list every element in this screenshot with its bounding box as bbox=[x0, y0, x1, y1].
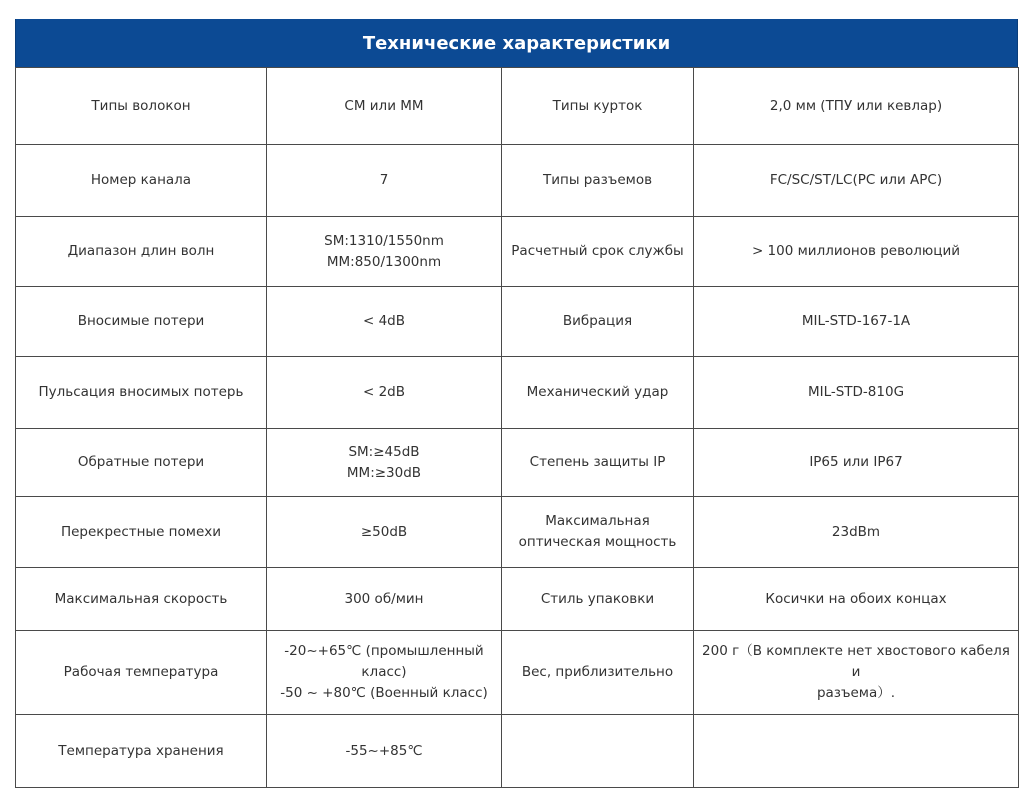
param-name-cell bbox=[502, 497, 694, 568]
param-name-cell bbox=[502, 715, 694, 788]
param-value-cell bbox=[694, 68, 1019, 145]
param-value-cell bbox=[267, 715, 502, 788]
cell-text: Стиль упаковки bbox=[540, 590, 655, 607]
param-value-cell bbox=[694, 568, 1019, 631]
param-value-cell bbox=[694, 217, 1019, 287]
param-value-cell bbox=[694, 145, 1019, 217]
cell-text: класс) bbox=[361, 664, 407, 680]
cell-text: > 100 миллионов революций bbox=[751, 243, 961, 259]
cell-text: 2,0 мм (ТПУ или кевлар) bbox=[769, 97, 943, 114]
param-value-cell bbox=[694, 429, 1019, 497]
cell-text: MM:850/1300nm bbox=[326, 253, 442, 270]
param-name-cell bbox=[502, 68, 694, 145]
table-row bbox=[16, 715, 1019, 788]
param-value-cell bbox=[694, 357, 1019, 429]
cell-text: -50 ~ +80℃ (Военный класс) bbox=[280, 685, 488, 701]
param-value-cell bbox=[694, 715, 1019, 788]
cell-text: Рабочая температура bbox=[63, 664, 219, 680]
param-name-cell bbox=[502, 429, 694, 497]
param-name-cell bbox=[502, 287, 694, 357]
param-name-cell bbox=[16, 68, 267, 145]
cell-text: Механический удар bbox=[526, 384, 669, 400]
cell-text: 23dBm bbox=[831, 523, 881, 540]
table-row bbox=[16, 145, 1019, 217]
cell-text: IP65 или IP67 bbox=[809, 454, 903, 470]
cell-text: Максимальная скорость bbox=[54, 590, 228, 607]
cell-text: SM:≥45dB bbox=[348, 443, 420, 460]
table-row bbox=[16, 568, 1019, 631]
param-name-cell bbox=[502, 631, 694, 715]
cell-text: Вес, приблизительно bbox=[521, 664, 674, 680]
cell-text: Номер канала bbox=[90, 172, 192, 188]
param-name-cell bbox=[16, 715, 267, 788]
param-name-cell bbox=[16, 287, 267, 357]
param-value-cell bbox=[267, 145, 502, 217]
cell-text: ≥50dB bbox=[360, 523, 408, 540]
param-value-cell bbox=[694, 631, 1019, 715]
cell-text: -20~+65℃ (промышленный bbox=[284, 643, 484, 659]
cell-text: Типы курток bbox=[552, 97, 643, 114]
param-value-cell bbox=[694, 287, 1019, 357]
param-value-cell bbox=[267, 429, 502, 497]
cell-text: Максимальная bbox=[545, 513, 650, 529]
cell-text: MIL-STD-167-1A bbox=[801, 313, 911, 329]
param-value-cell bbox=[694, 497, 1019, 568]
param-value-cell bbox=[267, 497, 502, 568]
param-value-cell bbox=[267, 568, 502, 631]
cell-text: Степень защиты IP bbox=[529, 454, 666, 470]
cell-text: Косички на обоих концах bbox=[765, 590, 947, 607]
cell-text: разъема）. bbox=[816, 685, 896, 701]
table-row bbox=[16, 357, 1019, 429]
table-row bbox=[16, 68, 1019, 145]
cell-text: Расчетный срок службы bbox=[511, 243, 684, 259]
cell-text: -55~+85℃ bbox=[345, 742, 423, 759]
cell-text: СМ или ММ bbox=[344, 97, 424, 114]
param-value-cell bbox=[267, 217, 502, 287]
cell-text: 300 об/мин bbox=[344, 590, 424, 607]
param-name-cell bbox=[502, 568, 694, 631]
cell-text: FC/SC/ST/LC(PC или APC) bbox=[769, 172, 943, 188]
cell-text: 200 г（В комплекте нет хвостового кабеля и bbox=[702, 643, 1010, 680]
table-row bbox=[16, 429, 1019, 497]
param-name-cell bbox=[16, 568, 267, 631]
param-name-cell bbox=[502, 217, 694, 287]
cell-text: Обратные потери bbox=[77, 454, 205, 470]
table-row bbox=[16, 287, 1019, 357]
spec-table bbox=[15, 67, 1019, 788]
param-value-cell bbox=[267, 631, 502, 715]
param-name-cell bbox=[502, 145, 694, 217]
param-name-cell bbox=[16, 429, 267, 497]
cell-text: Типы разъемов bbox=[542, 172, 653, 188]
cell-text: MIL-STD-810G bbox=[807, 384, 905, 400]
cell-text: MM:≥30dB bbox=[346, 464, 422, 481]
param-value-cell bbox=[267, 357, 502, 429]
cell-text: < 4dB bbox=[362, 313, 406, 329]
cell-text: Температура хранения bbox=[58, 742, 224, 759]
spec-sheet bbox=[15, 19, 1018, 788]
param-name-cell bbox=[16, 145, 267, 217]
param-name-cell bbox=[16, 217, 267, 287]
param-name-cell bbox=[16, 631, 267, 715]
table-row bbox=[16, 631, 1019, 715]
cell-text: Вибрация bbox=[562, 313, 633, 329]
cell-text: Пульсация вносимых потерь bbox=[38, 384, 244, 400]
table-row bbox=[16, 497, 1019, 568]
cell-text: Вносимые потери bbox=[77, 313, 205, 329]
cell-text: 7 bbox=[379, 172, 389, 188]
cell-text: Перекрестные помехи bbox=[60, 523, 222, 540]
param-name-cell bbox=[502, 357, 694, 429]
cell-text: SM:1310/1550nm bbox=[324, 232, 444, 249]
cell-text: < 2dB bbox=[362, 384, 406, 400]
param-value-cell bbox=[267, 287, 502, 357]
param-name-cell bbox=[16, 357, 267, 429]
param-name-cell bbox=[16, 497, 267, 568]
table-row bbox=[16, 217, 1019, 287]
cell-text: Диапазон длин волн bbox=[67, 243, 215, 259]
param-value-cell bbox=[267, 68, 502, 145]
cell-text: Типы волокон bbox=[91, 97, 191, 114]
table-title: Технические характеристики bbox=[15, 19, 1018, 67]
cell-text: оптическая мощность bbox=[518, 534, 677, 550]
